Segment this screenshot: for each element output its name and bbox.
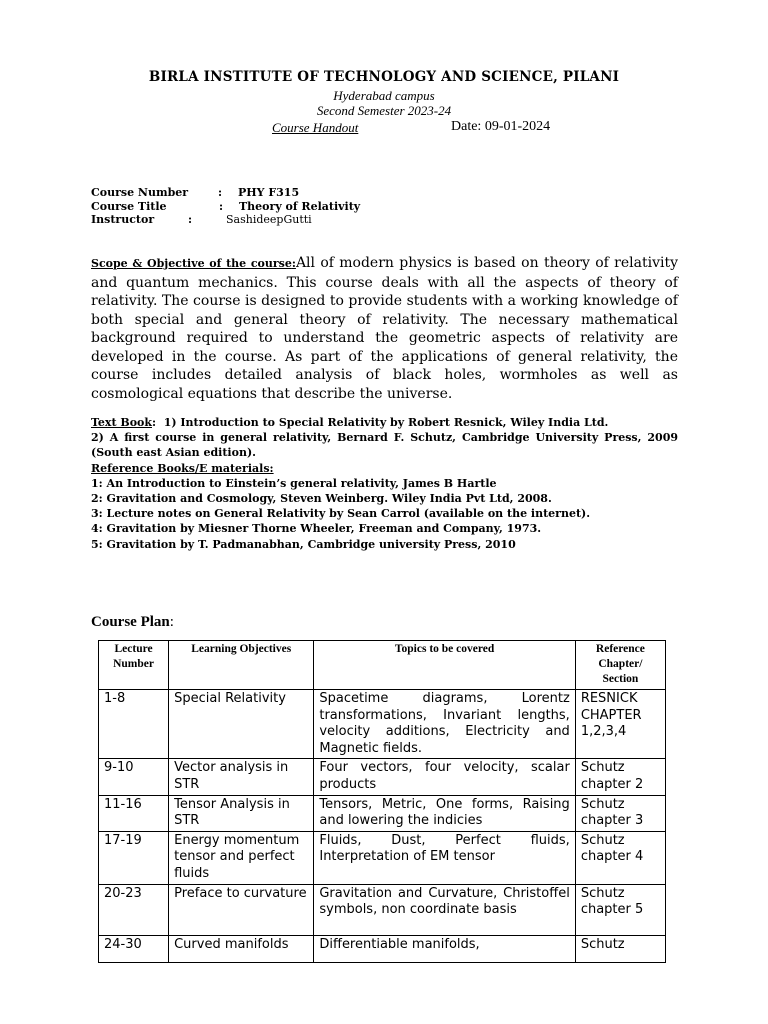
- handout-date: Date: 09-01-2024: [451, 119, 551, 134]
- reference-book-item: 2: Gravitation and Cosmology, Steven Weinberg. Wiley India Pvt Ltd, 2008.: [91, 492, 552, 506]
- objective-cell: Vector analysis in STR: [169, 759, 314, 795]
- institute-title: BIRLA INSTITUTE OF TECHNOLOGY AND SCIENCE, PILANI: [148, 69, 620, 85]
- campus-line: Hyderabad campus: [333, 88, 435, 103]
- topics-cell: Gravitation and Curvature, Christoffel symbols, non coordinate basis: [314, 884, 575, 935]
- reference-book-item: 1: An Introduction to Einstein’s general relativity, James B Hartle: [91, 476, 497, 490]
- objective-cell: Tensor Analysis in STR: [169, 795, 314, 831]
- topics-cell: Differentiable manifolds,: [314, 935, 575, 962]
- scope-text: All of modern physics is based on theory of relativity and quantum mechanics. This course deals with all the aspects of theory of relativity. The course is designed to provide students with a working knowledge of both special and general theory of relativity. The necessary mathematical background required to understand the geometric aspects of relativity are developed in the course. As part of the applications of general relativity, the course includes detailed analysis of black holes, wormholes as well as cosmological equations that describe the universe.: [91, 255, 678, 402]
- reference-book-item: 5: Gravitation by T. Padmanabhan, Cambridge university Press, 2010: [91, 537, 516, 551]
- lecture-cell: 24-30: [99, 935, 169, 962]
- table-row: [99, 690, 666, 759]
- course-title-sep: :: [219, 200, 224, 213]
- table-row: [99, 759, 666, 795]
- reference-cell: Schutz chapter 4: [575, 831, 665, 884]
- instructor-label: Instructor: [91, 213, 155, 226]
- reference-book-item: 4: Gravitation by Miesner Thorne Wheeler, Freeman and Company, 1973.: [91, 522, 542, 536]
- course-title-label: Course Title: [91, 200, 167, 213]
- text-book-item: 2) A first course in general relativity, Bernard F. Schutz, Cambridge University Press, 2009 (South east Asian edition).: [91, 431, 678, 460]
- reference-cell: Schutz chapter 3: [575, 795, 665, 831]
- course-title-value: Theory of Relativity: [239, 200, 361, 213]
- reference-cell: Schutz: [575, 935, 665, 962]
- topics-cell: Four vectors, four velocity, scalar products: [314, 759, 575, 795]
- reference-cell: Schutz chapter 5: [575, 884, 665, 935]
- objective-cell: Special Relativity: [169, 690, 314, 759]
- lecture-cell: 20-23: [99, 884, 169, 935]
- scope-paragraph: Scope & Objective of the course:All of modern physics is based on theory of relativity and quantum mechanics. This course deals with all the aspects of theory of relativity. The course is designed to provide students with a working knowledge of both special and general theory of relativity. The necessary mathematical background required to understand the geometric aspects of relativity are developed in the course. As part of the applications of general relativity, the course includes detailed analysis of black holes, wormholes as well as cosmological equations that describe the universe.: [91, 255, 678, 402]
- lecture-cell: 11-16: [99, 795, 169, 831]
- lecture-cell: 17-19: [99, 831, 169, 884]
- objective-cell: Energy momentum tensor and perfect fluids: [169, 831, 314, 884]
- topics-cell: Tensors, Metric, One forms, Raising and lowering the indicies: [314, 795, 575, 831]
- course-number-sep: :: [218, 186, 223, 199]
- topics-cell: Fluids, Dust, Perfect fluids, Interpretation of EM tensor: [314, 831, 575, 884]
- objective-cell: Preface to curvature: [169, 884, 314, 935]
- reference-book-item: 3: Lecture notes on General Relativity by Sean Carrol (available on the internet).: [91, 507, 591, 521]
- instructor-sep: :: [188, 213, 193, 226]
- col-header-lecture: Lecture Number: [99, 641, 169, 690]
- handout-label: Course Handout: [272, 120, 359, 135]
- text-book-label: Text Book: [91, 416, 152, 429]
- text-book-line-1: Text Book: 1) Introduction to Special Relativity by Robert Resnick, Wiley India Ltd.: [91, 416, 609, 429]
- semester-line: Second Semester 2023-24: [316, 103, 452, 118]
- text-book-item: 1) Introduction to Special Relativity by Robert Resnick, Wiley India Ltd.: [163, 416, 609, 429]
- objective-cell: Curved manifolds: [169, 935, 314, 962]
- course-number-value: PHY F315: [238, 186, 300, 199]
- table-row: [99, 831, 666, 884]
- course-plan-heading: Course Plan:: [91, 614, 174, 630]
- table-header-row: [99, 641, 666, 690]
- course-number-label: Course Number: [91, 186, 189, 199]
- reference-cell: RESNICK CHAPTER 1,2,3,4: [575, 690, 665, 759]
- scope-label: Scope & Objective of the course: [91, 257, 292, 270]
- reference-books-label: Reference Books/E materials:: [91, 461, 274, 475]
- col-header-reference: Reference Chapter/ Section: [575, 641, 665, 690]
- reference-cell: Schutz chapter 2: [575, 759, 665, 795]
- course-plan-table: [98, 640, 666, 963]
- topics-cell: Spacetime diagrams, Lorentz transformations, Invariant lengths, velocity additions, Electricity and Magnetic fields.: [314, 690, 575, 759]
- lecture-cell: 9-10: [99, 759, 169, 795]
- col-header-objectives: Learning Objectives: [169, 641, 314, 690]
- lecture-cell: 1-8: [99, 690, 169, 759]
- books-section: [91, 415, 678, 552]
- table-row: [99, 935, 666, 962]
- instructor-value: SashideepGutti: [226, 213, 312, 226]
- table-row: [99, 795, 666, 831]
- col-header-topics: Topics to be covered: [314, 641, 575, 690]
- table-row: [99, 884, 666, 935]
